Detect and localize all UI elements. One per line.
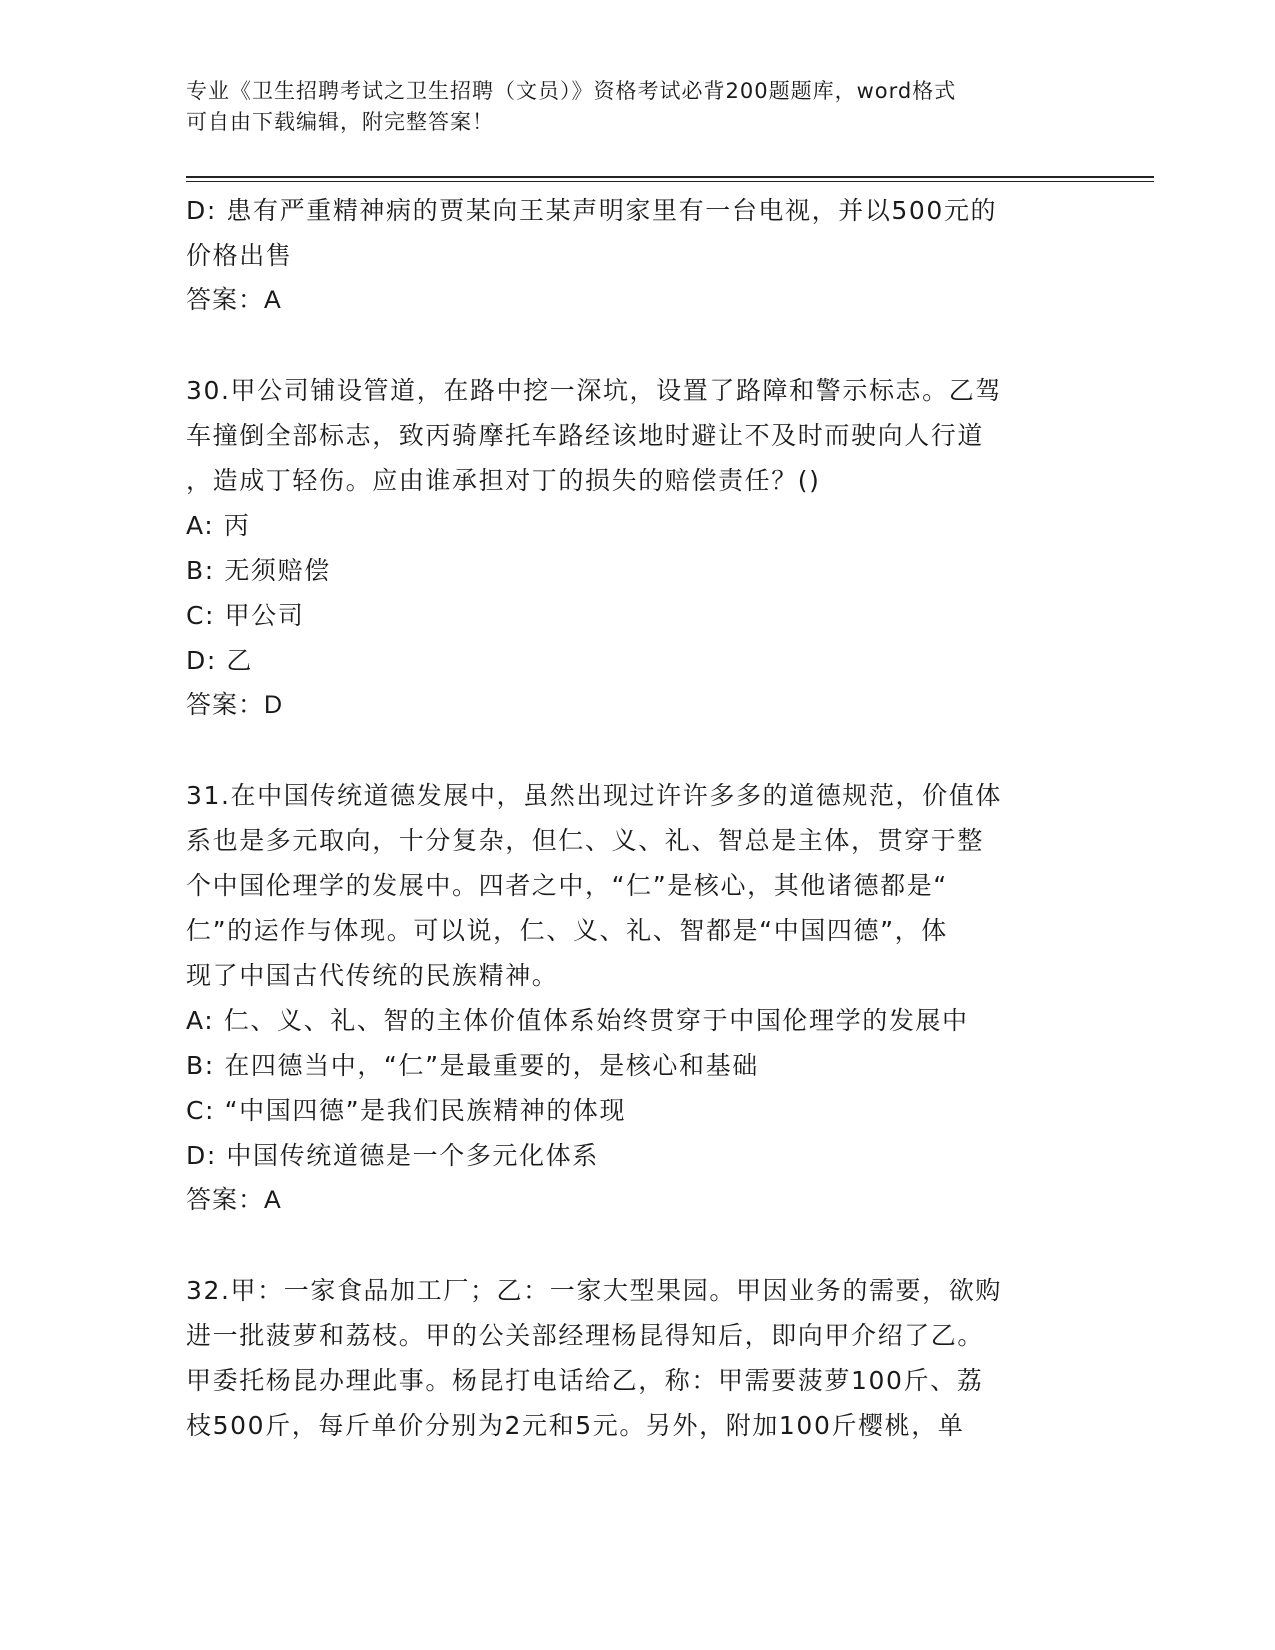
- answer: 答案：A: [186, 286, 282, 314]
- question-32: [186, 1268, 1086, 1448]
- question-stem-line: 仁”的运作与体现。可以说，仁、义、礼、智都是“中国四德”，体: [186, 916, 948, 945]
- document-body: [186, 188, 1086, 1448]
- question-stem-line: 甲委托杨昆办理此事。杨昆打电话给乙，称：甲需要菠萝100斤、荔: [186, 1366, 984, 1395]
- option-c: C: “中国四德”是我们民族精神的体现: [186, 1096, 627, 1125]
- question-stem-line: 个中国伦理学的发展中。四者之中，“仁”是核心，其他诸德都是“: [186, 871, 948, 900]
- header-line-2: 可自由下载编辑，附完整答案！: [186, 110, 494, 134]
- spacer: [186, 1223, 1086, 1268]
- option-d: D: 乙: [186, 646, 254, 675]
- option-b: B: 在四德当中，“仁”是最重要的，是核心和基础: [186, 1051, 759, 1080]
- question-stem-line: ，造成丁轻伤。应由谁承担对丁的损失的赔偿责任？(): [186, 466, 821, 495]
- question-stem-line: 系也是多元取向，十分复杂，但仁、义、礼、智总是主体，贯穿于整: [186, 826, 985, 855]
- header-line-1: 专业《卫生招聘考试之卫生招聘（文员）》资格考试必背200题题库，word格式: [186, 79, 957, 103]
- header-divider-thin: [186, 181, 1154, 182]
- spacer: [186, 323, 1086, 368]
- question-stem-line: 枝500斤，每斤单价分别为2元和5元。另外，附加100斤樱桃，单: [186, 1411, 965, 1440]
- question-stem-line: 32.甲：一家食品加工厂；乙：一家大型果园。甲因业务的需要，欲购: [186, 1276, 1002, 1305]
- option-a: A: 仁、义、礼、智的主体价值体系始终贯穿于中国伦理学的发展中: [186, 1006, 969, 1035]
- header-divider-thick: [186, 176, 1154, 178]
- spacer: [186, 728, 1086, 773]
- question-31: [186, 773, 1086, 1223]
- option-d: D: 中国传统道德是一个多元化体系: [186, 1141, 599, 1170]
- question-30: [186, 368, 1086, 728]
- question-stem-line: 30.甲公司铺设管道，在路中挖一深坑，设置了路障和警示标志。乙驾: [186, 376, 1002, 405]
- question-stem-line: 31.在中国传统道德发展中，虽然出现过许许多多的道德规范，价值体: [186, 781, 1002, 810]
- answer: 答案：D: [186, 691, 284, 719]
- previous-question-tail: [186, 188, 1086, 323]
- question-stem-line: 现了中国古代传统的民族精神。: [186, 961, 559, 990]
- page-header: [186, 76, 1086, 138]
- answer: 答案：A: [186, 1186, 282, 1214]
- question-stem-line: 进一批菠萝和荔枝。甲的公关部经理杨昆得知后，即向甲介绍了乙。: [186, 1321, 985, 1350]
- option-c: C: 甲公司: [186, 601, 305, 630]
- option-b: B: 无须赔偿: [186, 556, 331, 585]
- option-d: D: 患有严重精神病的贾某向王某声明家里有一台电视，并以500元的: [186, 196, 998, 225]
- option-a: A: 丙: [186, 511, 251, 540]
- question-stem-line: 车撞倒全部标志，致丙骑摩托车路经该地时避让不及时而驶向人行道: [186, 421, 985, 450]
- option-d-continued: 价格出售: [186, 241, 293, 270]
